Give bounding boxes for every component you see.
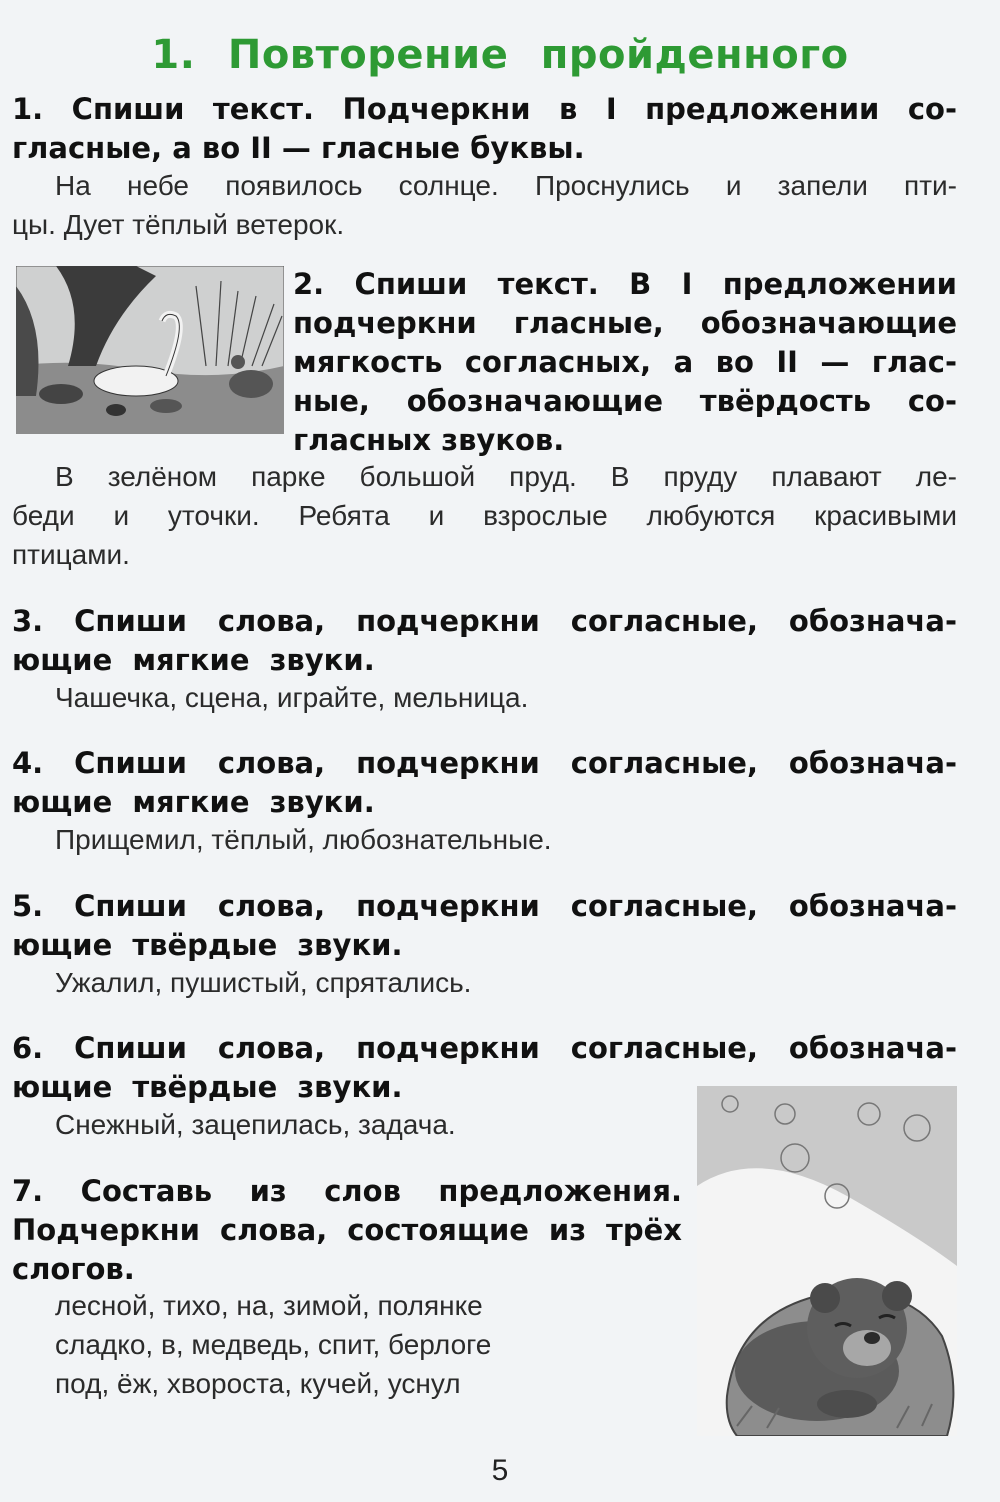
exercise-2-task-line: мягкость согласных, а во II — глас- xyxy=(293,345,957,379)
exercise-7-task-line: Подчеркни слова, состоящие из трёх xyxy=(12,1213,682,1247)
exercise-3-task-line: ющие мягкие звуки. xyxy=(12,643,375,677)
exercise-4-text-line: Прищемил, тёплый, любознательные. xyxy=(55,824,552,855)
exercise-7-word-group: лесной, тихо, на, зимой, полянке xyxy=(55,1290,483,1321)
exercise-2-text-line: птицами. xyxy=(12,539,130,570)
exercise-6-task-line: 6. Спиши слова, подчеркни согласные, обознача- xyxy=(12,1031,957,1065)
exercise-3-task-line: 3. Спиши слова, подчеркни согласные, обознача- xyxy=(12,604,957,638)
exercise-1-text-line: цы. Дует тёплый ветерок. xyxy=(12,209,345,240)
chapter-title: 1. Повторение пройденного xyxy=(151,32,849,78)
sleeping-bear-illustration xyxy=(697,1086,957,1436)
exercise-3-text-line: Чашечка, сцена, играйте, мельница. xyxy=(55,682,529,713)
exercise-6-task-line: ющие твёрдые звуки. xyxy=(12,1070,403,1104)
swans-ducks-illustration xyxy=(16,266,284,434)
exercise-1-task-line: гласные, а во II — гласные буквы. xyxy=(12,131,585,165)
page-number: 5 xyxy=(491,1454,509,1487)
exercise-2-task-line: подчеркни гласные, обозначающие xyxy=(293,306,957,340)
exercise-2-task-line: ные, обозначающие твёрдость со- xyxy=(293,384,957,418)
exercise-6-text-line: Снежный, зацепилась, задача. xyxy=(55,1109,456,1140)
exercise-7-word-group: под, ёж, хвороста, кучей, уснул xyxy=(55,1368,461,1399)
exercise-7-task-line: слогов. xyxy=(12,1252,135,1286)
exercise-4-task-line: 4. Спиши слова, подчеркни согласные, обознача- xyxy=(12,746,957,780)
exercise-2-text-line: В зелёном парке большой пруд. В пруду плавают ле- xyxy=(55,461,957,492)
exercise-5-text-line: Ужалил, пушистый, спрятались. xyxy=(55,967,472,998)
exercise-2-task-line: 2. Спиши текст. В I предложении xyxy=(293,267,957,301)
exercise-1-task-line: 1. Спиши текст. Подчеркни в I предложении со- xyxy=(12,92,957,126)
exercise-7-task-line: 7. Составь из слов предложения. xyxy=(12,1174,682,1208)
exercise-2-text-line: беди и уточки. Ребята и взрослые любуются красивыми xyxy=(12,500,957,531)
exercise-4-task-line: ющие мягкие звуки. xyxy=(12,785,375,819)
exercise-1-text-line: На небе появилось солнце. Проснулись и запели пти- xyxy=(55,170,957,201)
exercise-2-task-line: гласных звуков. xyxy=(293,423,565,457)
exercise-7-word-group: сладко, в, медведь, спит, берлоге xyxy=(55,1329,492,1360)
exercise-5-task-line: 5. Спиши слова, подчеркни согласные, обознача- xyxy=(12,889,957,923)
exercise-5-task-line: ющие твёрдые звуки. xyxy=(12,928,403,962)
